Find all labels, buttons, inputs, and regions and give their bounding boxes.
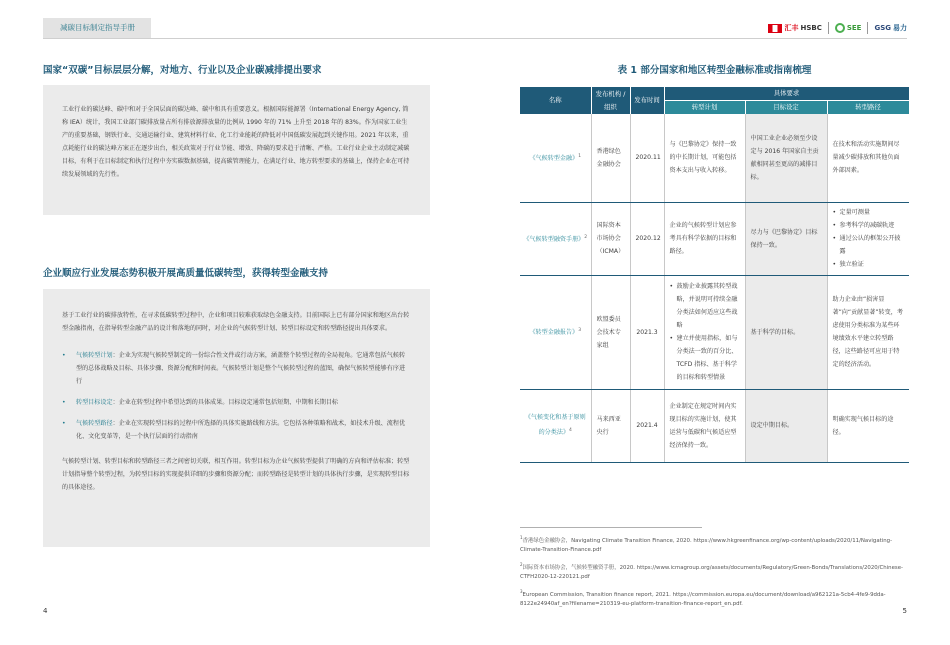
transition-paragraph: 基于工业行业的碳排放特性，在寻求低碳转型过程中，企业和项目较难获取绿色金融支持。目前国际上已有部分国家和地区出台转型金融指南，在指导转型金融产品的设计和落地的同时，对企业的气候转型计划、转型目标设定和转型路径提出具体要求。	[62, 312, 410, 332]
handbook-title: 减碳目标制定指导手册	[60, 23, 135, 32]
cell-time: 2020.11	[630, 114, 664, 202]
section-title-transition: 企业顺应行业发展态势积极开展高质量低碳转型，获得转型金融支持	[43, 268, 329, 279]
cell-name	[520, 275, 591, 389]
term-definition: ：企业在转型过程中希望达到的具体成果。目标设定通常包括短期、中期和长期目标	[112, 399, 339, 406]
cell-time: 2021.3	[630, 275, 664, 389]
cell-target: 中国工业企业必须至少设定与 2016 年国家自主贡献相同甚至更高的减排目标。	[745, 114, 827, 202]
footnote-number: 1	[520, 535, 523, 540]
term-label: 气候转型计划	[76, 352, 113, 359]
footnote-ref: 4	[569, 428, 572, 434]
cell-name	[520, 389, 591, 462]
hsbc-cn-text: 汇丰	[784, 24, 799, 32]
cell-target: 尽力与《巴黎协定》目标保持一致。	[745, 202, 827, 275]
term-label: 气候转型路径	[76, 420, 113, 427]
term-definition: ：企业在实现转型目标的过程中所选择的具体实施路线和方法。它包括各种策略和战术，如技术升级、流程优化、文化变革等，是一个执行层面的行动指南	[76, 420, 406, 440]
cell-name	[520, 114, 591, 202]
see-circle-icon	[835, 23, 845, 33]
footnote	[520, 533, 909, 556]
list-item: • 建立并使用指标，如与分类法一致的百分比、TCFD 指标、基于科学的目标和转型情景	[670, 332, 740, 384]
cell-path	[827, 202, 909, 275]
gsg-cn-text: 易力	[893, 24, 907, 32]
header-plan: 转型计划	[664, 101, 745, 115]
cell-plan: 企业制定在规定时间内实现目标的实施计划，使其运营与低碳和气候适应型经济保持一致。	[664, 389, 745, 462]
footnote-divider	[520, 527, 702, 528]
logo-divider	[867, 22, 868, 34]
see-text: SEE	[846, 24, 862, 32]
path-list	[833, 206, 905, 271]
list-item	[62, 396, 411, 409]
header-org: 发布机构 / 组织	[591, 87, 630, 114]
cell-org: 香港绿色金融协会	[591, 114, 630, 202]
logo-divider	[828, 22, 829, 34]
table-row	[520, 275, 909, 389]
footnote-ref: 2	[584, 234, 588, 240]
definition-list	[62, 349, 411, 443]
cell-name	[520, 202, 591, 275]
plan-list	[670, 280, 740, 384]
header-requirements: 具体要求	[664, 87, 909, 101]
cell-time: 2020.12	[630, 202, 664, 275]
list-item: • 独立验证	[833, 258, 905, 271]
list-item: • 鼓励企业披露其转型战略，并说明可持续金融分类法如何适应这些战略	[670, 280, 740, 332]
header-tab	[43, 18, 151, 38]
cell-target: 基于科学的目标。	[745, 275, 827, 389]
list-item: • 通过公认的框架公开披露	[833, 232, 905, 258]
footnotes	[520, 533, 909, 613]
header-time: 发布时间	[630, 87, 664, 114]
doc-name: 《气候变化和基于原则的分类法》	[524, 414, 586, 437]
doc-name: 《气候转型金融》	[529, 155, 579, 163]
footnote-number: 2	[520, 561, 523, 567]
term-definition: ：企业为实现气候转型制定的一份综合性文件或行动方案，涵盖整个转型过程的全局视角。它通常包括气候转型的总体战略及目标、具体步骤、资源分配和时间表。气候转型计划是整个气候转型过程的蓝图，确保气候转型能够有序进行	[76, 352, 406, 385]
gsg-text: GSG	[874, 24, 891, 32]
header-divider	[43, 38, 907, 39]
header-target: 目标设定	[745, 101, 827, 115]
footnote-number: 3	[520, 588, 523, 594]
footnote-text: 国际资本市场协会，气候转型融资手册，2020. https://www.icmagroup.org/assets/documents/Regulatory/Green-Bonds/Translations/2020/Chinese-CTFH2020-12-220121.pdf	[520, 564, 903, 581]
section-title-dual-carbon: 国家“双碳”目标层层分解，对地方、行业以及企业碳减排提出要求	[43, 65, 322, 76]
cell-plan: 企业的气候转型计划应参考具有科学依据的目标和路径。	[664, 202, 745, 275]
gsg-logo	[874, 23, 907, 33]
term-label: 转型目标设定	[76, 399, 113, 406]
table-row	[520, 114, 909, 202]
list-item: • 参考科学的减碳轨迹	[833, 219, 905, 232]
standards-table	[520, 87, 910, 463]
doc-name: 《气候转型融资手册》	[523, 236, 585, 244]
footnote	[520, 560, 909, 583]
footnote-text: European Commission, Transition finance report, 2021. https://commission.europa.eu/document/download/a962121a-5cb4-4fe9-9dda-8122e24940af_en?filename=210319-eu-platform-transition-finance-report_en.pdf.	[520, 591, 886, 607]
table-title: 表 1 部分国家和地区转型金融标准或指南梳理	[617, 65, 812, 76]
cell-plan: 与《巴黎协定》保持一致的中长期计划，可能包括资本支出与收入转移。	[664, 114, 745, 202]
header-name: 名称	[520, 87, 591, 114]
table-row	[520, 389, 909, 462]
page-number-left: 4	[43, 607, 48, 615]
table-row	[520, 202, 909, 275]
intro-paragraph: 工业行业的碳达峰、碳中和对于全国层面的碳达峰、碳中和具有重要意义。根据国际能源署（International Energy Agency, 简称 IEA）统计，我国工业部门碳排放量占所有排放源排放量的比例从 1990 年的 71% 上升至 2018 年的 83%。作为国家工业生产的重要基础，钢铁行业、交通运输行业、建筑材料行业、化工行业能耗的降低对中国低碳发展起到关键作用。2021 年以来，重点耗能行业的碳达峰方案正在逐步出台，相关政策对于行业节能、增效、降碳的要求趋于清晰、严格。工业行业企业主动制定减碳目标，有利于在目标制定和执行过程中夯实碳数据基础，提高碳管理能力，在满足行业、地方转型要求的基础上，保持企业在可持续发展领域的先行性。	[62, 106, 410, 178]
header-path: 转型路径	[827, 101, 909, 115]
list-item	[62, 349, 411, 388]
cell-target: 设定中期目标。	[745, 389, 827, 462]
cell-path: 明确实现气候目标的途径。	[827, 389, 909, 462]
footnote-ref: 1	[578, 154, 582, 160]
intro-box	[43, 85, 430, 215]
cell-org: 欧盟委员会技术专家组	[591, 275, 630, 389]
summary-paragraph: 气候转型计划、转型目标和转型路径三者之间密切关联，相互作用。转型目标为企业气候转型提供了明确的方向和评估标准；转型计划指导整个转型过程，为转型目标的实现提供详细的步骤和资源分配；而转型路径是转型计划的具体执行步骤，是实现转型目标的具体途径。	[62, 458, 410, 491]
hsbc-text: HSBC	[800, 24, 822, 32]
list-item	[62, 417, 411, 443]
hsbc-hexagon-icon	[768, 24, 782, 33]
footnote-ref: 3	[578, 328, 582, 334]
see-logo	[835, 23, 862, 33]
partner-logos	[768, 20, 907, 36]
cell-plan	[664, 275, 745, 389]
cell-org: 国际资本市场协会（ICMA）	[591, 202, 630, 275]
cell-path: 在技术和活动实施期间尽量减少碳排放和其他负面外部因素。	[827, 114, 909, 202]
page-number-right: 5	[902, 607, 907, 615]
cell-time: 2021.4	[630, 389, 664, 462]
cell-org: 马来西亚央行	[591, 389, 630, 462]
hsbc-logo	[768, 23, 821, 33]
footnote-text: 香港绿色金融协会，Navigating Climate Transition Finance, 2020. https://www.hkgreenfinance.org/wp-content/uploads/2020/11/Navigating-Climate-Transition-Finance.pdf	[520, 537, 893, 554]
cell-path: 助力企业由“损害显著”向“贡献显著”转变，考虑使用分类标准为某些环境绩效水平建立转型路径，这些路径可应用于特定的经济活动。	[827, 275, 909, 389]
list-item: • 定量可测量	[833, 206, 905, 219]
footnote	[520, 587, 909, 610]
doc-name: 《转型金融报告》	[529, 329, 579, 337]
transition-box	[43, 289, 430, 547]
